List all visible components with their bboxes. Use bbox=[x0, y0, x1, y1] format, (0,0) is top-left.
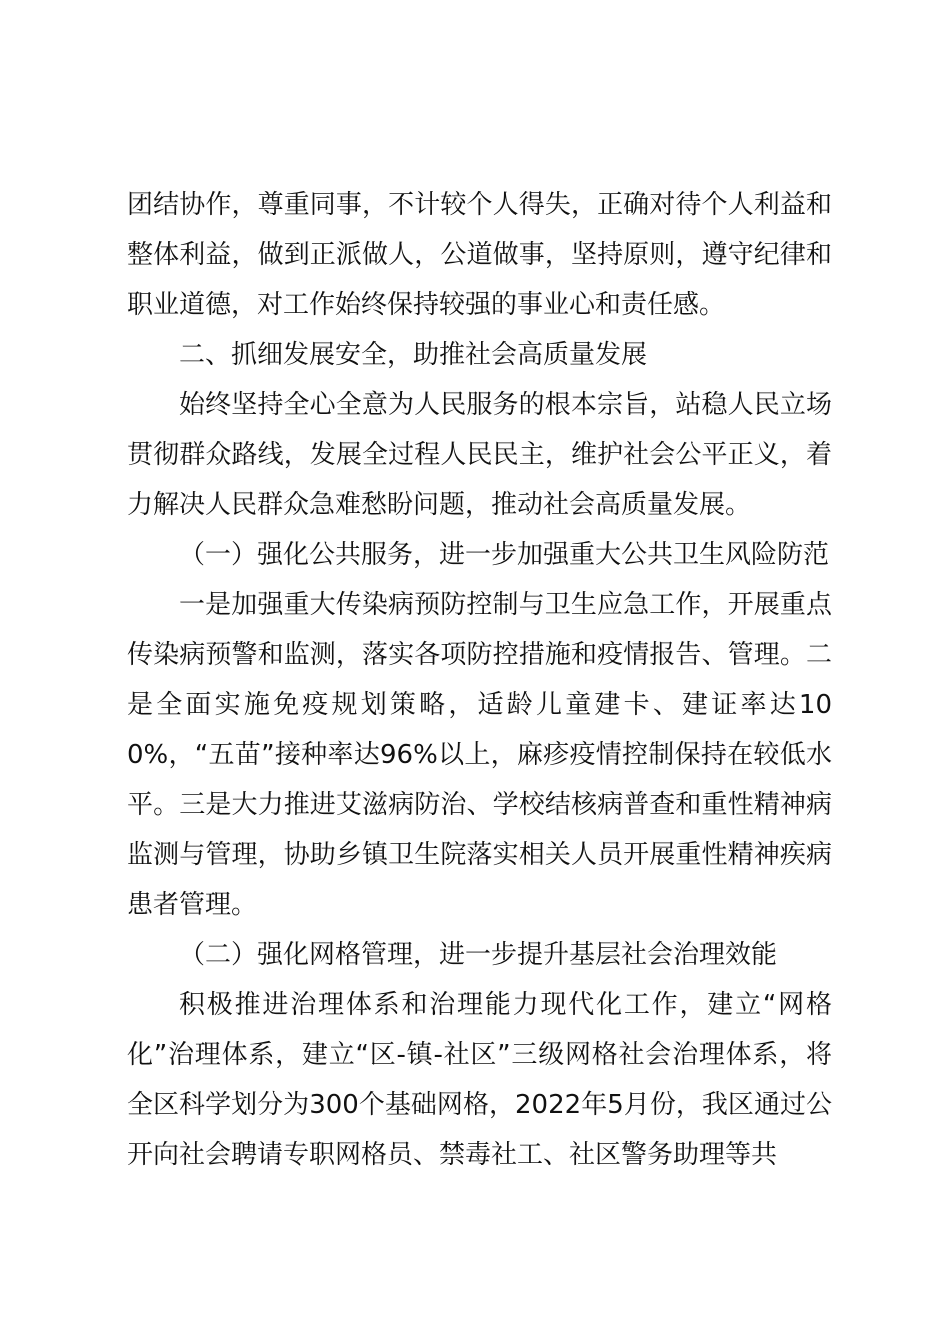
subsection-heading-public-service: （一）强化公共服务，进一步加强重大公共卫生风险防范 bbox=[179, 540, 830, 570]
document-body bbox=[127, 180, 832, 1180]
paragraph-people-service: 始终坚持全心全意为人民服务的根本宗旨，站稳人民立场贯彻群众路线，发展全过程人民民主，维护社会公平正义，着力解决人民群众急难愁盼问题，推动社会高质量发展。 bbox=[127, 390, 832, 520]
paragraph-teamwork: 团结协作，尊重同事，不计较个人得失，正确对待个人利益和整体利益，做到正派做人，公道做事，坚持原则，遵守纪律和职业道德，对工作始终保持较强的事业心和责任感。 bbox=[127, 190, 832, 320]
paragraph-public-health: 一是加强重大传染病预防控制与卫生应急工作，开展重点传染病预警和监测，落实各项防控措施和疫情报告、管理。二是全面实施免疫规划策略，适龄儿童建卡、建证率达100%，“五苗”接种率达96%以上，麻疹疫情控制保持在较低水平。三是大力推进艾滋病防治、学校结核病普查和重性精神病监测与管理，协助乡镇卫生院落实相关人员开展重性精神疾病患者管理。 bbox=[127, 590, 832, 920]
paragraph-grid-governance: 积极推进治理体系和治理能力现代化工作，建立“网格化”治理体系，建立“区-镇-社区”三级网格社会治理体系，将全区科学划分为300个基础网格，2022年5月份，我区通过公开向社会聘请专职网格员、禁毒社工、社区警务助理等共 bbox=[127, 990, 832, 1170]
subsection-heading-grid-management: （二）强化网格管理，进一步提升基层社会治理效能 bbox=[179, 940, 778, 970]
section-heading-2: 二、抓细发展安全，助推社会高质量发展 bbox=[179, 340, 648, 370]
